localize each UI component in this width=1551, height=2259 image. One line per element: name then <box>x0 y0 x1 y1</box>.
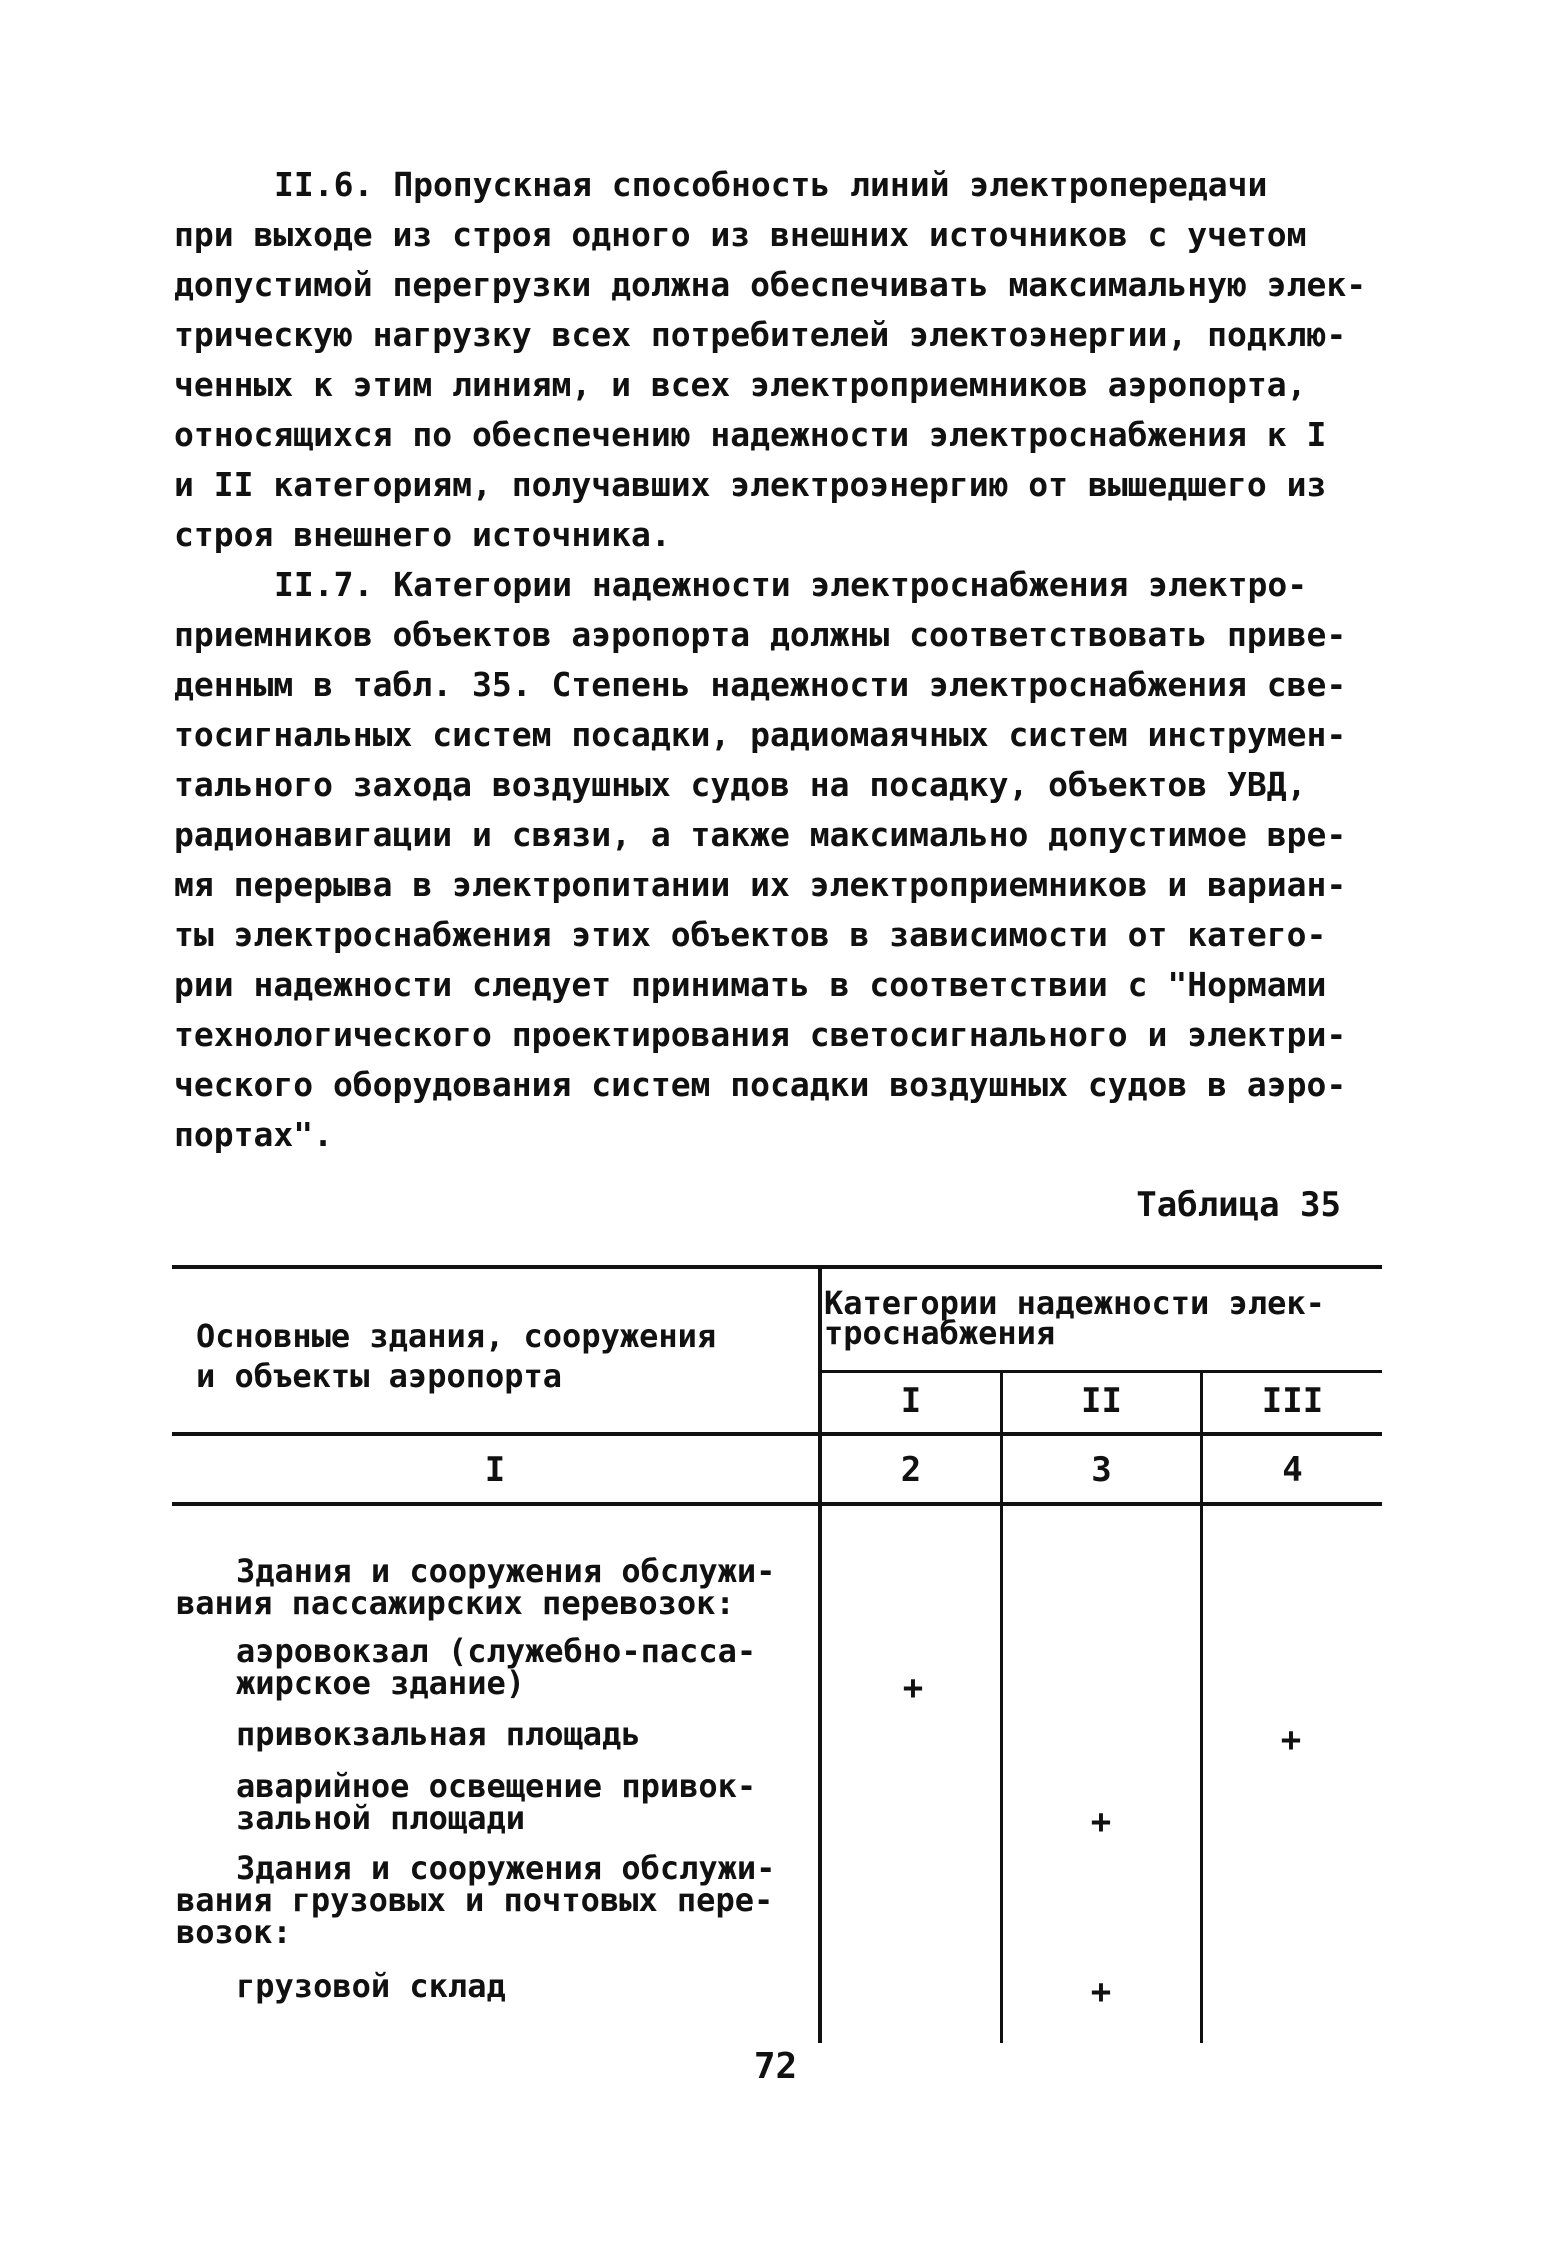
table-row-station-square <box>236 1715 876 1753</box>
mark-square-cat-III: + <box>1280 1720 1302 1760</box>
column-number-3: 3 <box>1091 1450 1112 1490</box>
text-line: допустимой перегрузки должна обеспечивать максимальную элек- <box>174 265 1367 304</box>
text-line: технологического проектирования светосигнального и электри- <box>174 1015 1347 1054</box>
table-caption: Таблица 35 <box>1136 1185 1341 1225</box>
text-line: при выходе из строя одного из внешних источников с учетом <box>174 215 1307 254</box>
mark-terminal-cat-I: + <box>902 1668 924 1708</box>
table-category-rule <box>820 1370 1382 1373</box>
category-II: II <box>1081 1381 1122 1421</box>
row-text-line: аэровокзал (служебно-пасса- <box>236 1632 757 1670</box>
mark-warehouse-cat-II: + <box>1090 1972 1112 2012</box>
row-text-line: вания пассажирских перевозок: <box>176 1584 735 1622</box>
header-objects-line: и объекты аэропорта <box>196 1357 563 1395</box>
text-line: тального захода воздушных судов на посадку, объектов УВД, <box>174 765 1307 804</box>
table-row-passenger-heading <box>176 1552 876 1622</box>
header-objects-line: Основные здания, сооружения <box>196 1317 717 1355</box>
text-line: трическую нагрузку всех потребителей электоэнергии, подклю- <box>174 315 1347 354</box>
row-text-line: возок: <box>176 1913 292 1951</box>
text-line: ты электроснабжения этих объектов в зависимости от катего- <box>174 915 1327 954</box>
text-line: и II категориям, получавших электроэнергию от вышедшего из <box>174 465 1327 504</box>
row-text-line: привокзальная площадь <box>236 1715 641 1753</box>
category-III: III <box>1261 1381 1324 1421</box>
mark-lighting-cat-II: + <box>1090 1802 1112 1842</box>
text-line: относящихся по обеспечению надежности электроснабжения к I <box>174 415 1327 454</box>
text-line: строя внешнего источника. <box>174 515 671 554</box>
category-I: I <box>900 1381 922 1421</box>
row-text-line: Здания и сооружения обслужи- <box>236 1552 776 1590</box>
text-line: рии надежности следует принимать в соответствии с "Нормами <box>174 965 1327 1004</box>
header-category-line: троснабжения <box>824 1314 1056 1352</box>
column-number-1: I <box>484 1450 506 1490</box>
row-text-line: грузовой склад <box>236 1967 506 2005</box>
table-row-emergency-lighting <box>236 1767 876 1837</box>
header-objects <box>196 1318 796 1394</box>
table-top-rule <box>172 1265 1382 1269</box>
paragraph-11-6 <box>174 160 1404 560</box>
text-line: денным в табл. 35. Степень надежности электроснабжения све- <box>174 665 1347 704</box>
row-text-line: аварийное освещение привок- <box>236 1767 757 1805</box>
text-line: портах". <box>174 1115 333 1154</box>
paragraph-11-7 <box>174 560 1404 1160</box>
text-line: II.6. Пропускная способность линий электропередачи <box>274 165 1268 204</box>
row-text-line: зальной площади <box>236 1799 525 1837</box>
table-row-terminal <box>236 1632 876 1702</box>
text-line: ченных к этим линиям, и всех электроприемников аэропорта, <box>174 365 1307 404</box>
text-line: приемников объектов аэропорта должны соответствовать приве- <box>174 615 1347 654</box>
column-number-4: 4 <box>1282 1450 1303 1490</box>
header-category-line: Категории надежности элек- <box>824 1284 1325 1322</box>
column-number-2: 2 <box>900 1450 922 1490</box>
text-line: II.7. Категории надежности электроснабжения электро- <box>274 565 1308 604</box>
text-line: ческого оборудования систем посадки воздушных судов в аэро- <box>174 1065 1347 1104</box>
table-row-cargo-heading <box>176 1849 876 1951</box>
page-number: 72 <box>753 2046 798 2087</box>
text-line: мя перерыва в электропитании их электроприемников и вариан- <box>174 865 1347 904</box>
row-text-line: Здания и сооружения обслужи- <box>236 1849 776 1887</box>
text-line: радионавигации и связи, а также максимально допустимое вре- <box>174 815 1347 854</box>
row-text-line: вания грузовых и почтовых пере- <box>176 1881 774 1919</box>
row-text-line: жирское здание) <box>236 1664 525 1702</box>
text-line: тосигнальных систем посадки, радиомаячных систем инструмен- <box>174 715 1347 754</box>
table-row-cargo-warehouse <box>236 1967 876 2005</box>
header-reliability-category <box>824 1284 1384 1352</box>
